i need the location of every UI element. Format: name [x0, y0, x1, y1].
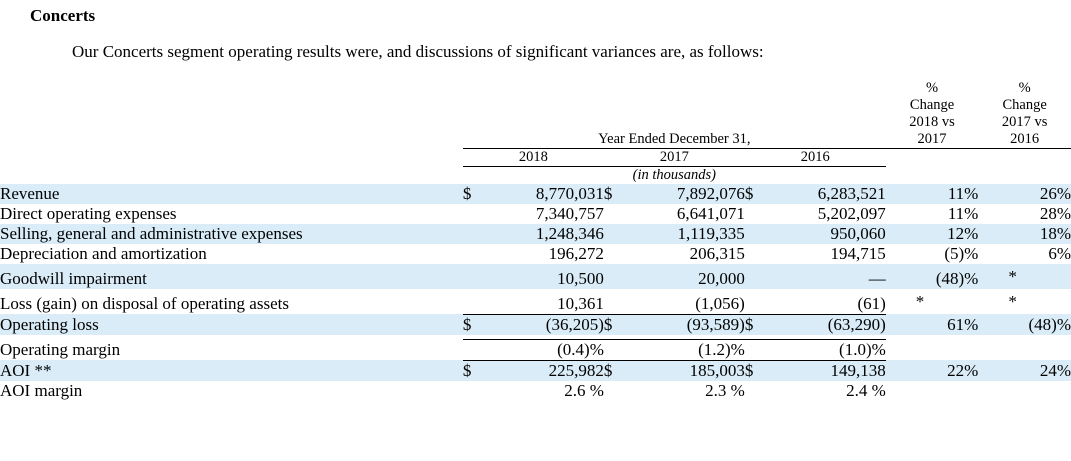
cell-value-2018: 8,770,031	[488, 184, 604, 204]
cell-pct-change-2017-vs-2016: *	[978, 264, 1071, 289]
cell-currency-2017	[604, 244, 629, 264]
row-label: Operating margin	[0, 340, 121, 360]
cell-pct-change-2018-vs-2017: (5)%	[944, 244, 979, 264]
cell-value-2017: 185,003	[629, 360, 745, 381]
cell-currency-2016	[745, 289, 770, 314]
cell-value-2017: 20,000	[629, 264, 745, 289]
table-row	[0, 360, 1071, 381]
cell-pct-change-2017-vs-2016: 28%	[1039, 204, 1071, 224]
cell-currency-2016: $	[745, 184, 770, 204]
cell-value-2018: 196,272	[548, 244, 604, 264]
cell-currency-2018: $	[463, 360, 488, 381]
cell-currency-2016	[745, 381, 770, 401]
header-year-2016: 2016	[745, 149, 886, 167]
intro-paragraph: Our Concerts segment operating results were, and discussions of significant variances are, as follows:	[72, 42, 764, 61]
cell-value-2017: 206,315	[689, 244, 745, 264]
cell-pct-change-2018-vs-2017: 61%	[886, 314, 979, 335]
cell-value-2018: (36,205)	[488, 314, 604, 335]
cell-pct-change-2018-vs-2017: 11%	[886, 184, 979, 204]
row-label: Goodwill impairment	[0, 264, 463, 289]
cell-value-2016: —	[770, 264, 886, 289]
units-blank-3	[978, 167, 1071, 185]
cell-value-2018: 7,340,757	[535, 204, 604, 224]
cell-currency-2017: $	[604, 184, 629, 204]
cell-pct-change-2017-vs-2016: 24%	[978, 360, 1071, 381]
cell-pct-change-2017-vs-2016: 6%	[1048, 244, 1071, 264]
cell-pct-change-2018-vs-2017: *	[915, 291, 925, 311]
cell-value-2016: (63,290)	[770, 314, 886, 335]
table-row	[0, 314, 1071, 335]
row-label: Loss (gain) on disposal of operating assets	[0, 294, 289, 314]
cell-currency-2016	[745, 244, 770, 264]
cell-value-2017: (1.2)%	[698, 339, 745, 359]
cell-pct-change-2017-vs-2016: (48)%	[978, 314, 1071, 335]
table-row	[0, 244, 1071, 264]
cell-value-2018: 10,361	[557, 293, 604, 313]
row-label: Operating loss	[0, 314, 463, 335]
cell-currency-2016	[745, 264, 770, 289]
table-row	[0, 204, 1071, 224]
cell-value-2016: 2.4 %	[846, 380, 886, 400]
cell-value-2016: (1.0)%	[839, 339, 886, 359]
cell-currency-2017: $	[604, 314, 629, 335]
header-year-ended: Year Ended December 31,	[463, 80, 886, 149]
cell-currency-2018	[463, 264, 488, 289]
units-blank	[0, 167, 463, 185]
cell-pct-change-2017-vs-2016: 18%	[978, 224, 1071, 244]
cell-value-2016: 5,202,097	[817, 204, 886, 224]
cell-pct-change-2018-vs-2017: 22%	[886, 360, 979, 381]
cell-currency-2018	[463, 244, 488, 264]
cell-value-2016: 149,138	[770, 360, 886, 381]
cell-value-2017: 6,641,071	[676, 204, 745, 224]
row-label: Revenue	[0, 184, 463, 204]
cell-pct-change-2018-vs-2017: 12%	[886, 224, 979, 244]
header-year-2018: 2018	[463, 149, 604, 167]
concerts-financial-table	[0, 80, 1071, 401]
row-label: Direct operating expenses	[0, 204, 177, 224]
header-year-2017: 2017	[604, 149, 745, 167]
pct1-line1: %	[926, 80, 939, 96]
cell-value-2017: 1,119,335	[629, 224, 745, 244]
header-pct-change-1	[886, 80, 979, 149]
cell-currency-2018	[463, 224, 488, 244]
cell-currency-2017	[604, 381, 629, 401]
cell-currency-2016: $	[745, 314, 770, 335]
cell-pct-change-2017-vs-2016: 26%	[978, 184, 1071, 204]
cell-value-2018: (0.4)%	[557, 339, 604, 359]
cell-currency-2017	[604, 339, 629, 360]
table-row	[0, 289, 1071, 314]
cell-value-2018: 2.6 %	[564, 380, 604, 400]
table-row	[0, 381, 1071, 401]
cell-value-2018: 225,982	[488, 360, 604, 381]
cell-currency-2017	[604, 224, 629, 244]
cell-value-2016: 950,060	[770, 224, 886, 244]
cell-currency-2018	[463, 381, 488, 401]
cell-value-2017: 7,892,076	[629, 184, 745, 204]
table-row	[0, 339, 1071, 360]
pct1-line4: 2017	[917, 131, 947, 148]
cell-currency-2017	[604, 289, 629, 314]
cell-currency-2018: $	[463, 184, 488, 204]
cell-currency-2016	[745, 224, 770, 244]
cell-pct-change-2018-vs-2017: 11%	[947, 204, 979, 224]
pct1-line2: Change	[909, 97, 955, 114]
pct2-line2: Change	[1002, 97, 1047, 114]
header-blank	[0, 80, 463, 149]
row-label: Selling, general and administrative expenses	[0, 224, 463, 244]
cell-currency-2017: $	[604, 360, 629, 381]
cell-currency-2018	[463, 339, 488, 360]
cell-pct-change-2017-vs-2016: *	[1008, 291, 1017, 311]
cell-currency-2016	[745, 339, 770, 360]
table-units-row	[0, 167, 1071, 185]
table-row	[0, 224, 1071, 244]
cell-pct-change-2017-vs-2016	[978, 381, 1071, 401]
cell-currency-2018	[463, 204, 488, 224]
pct2-line4: 2016	[1010, 131, 1040, 148]
cell-currency-2016: $	[745, 360, 770, 381]
cell-currency-2017	[604, 264, 629, 289]
cell-currency-2018	[463, 289, 488, 314]
pct2-line1: %	[1018, 80, 1031, 96]
row-label: AOI **	[0, 360, 463, 381]
header-pct-change-2	[978, 80, 1071, 149]
cell-value-2018: 10,500	[488, 264, 604, 289]
section-heading: Concerts	[30, 6, 96, 25]
cell-currency-2017	[604, 204, 629, 224]
cell-pct-change-2018-vs-2017	[886, 381, 979, 401]
cell-value-2016: 6,283,521	[770, 184, 886, 204]
table-row	[0, 264, 1071, 289]
pct1-line3: 2018 vs	[909, 114, 955, 131]
cell-currency-2018: $	[463, 314, 488, 335]
table-header-year-row	[0, 149, 1071, 167]
cell-value-2016: 194,715	[830, 244, 886, 264]
cell-value-2017: 2.3 %	[705, 380, 745, 400]
table-row	[0, 184, 1071, 204]
cell-value-2018: 1,248,346	[488, 224, 604, 244]
cell-value-2017: (1,056)	[695, 293, 745, 313]
table-header-group-row	[0, 80, 1071, 149]
row-label: Depreciation and amortization	[0, 244, 207, 264]
header-blank-4	[978, 149, 1071, 167]
table-body	[0, 184, 1071, 401]
cell-pct-change-2018-vs-2017	[886, 339, 979, 360]
cell-pct-change-2017-vs-2016	[978, 339, 1071, 360]
header-blank-3	[886, 149, 979, 167]
row-label: AOI margin	[0, 380, 83, 400]
cell-value-2016: (61)	[857, 293, 886, 313]
header-blank-2	[0, 149, 463, 167]
cell-currency-2016	[745, 204, 770, 224]
units-note: (in thousands)	[632, 167, 717, 184]
pct2-line3: 2017 vs	[1001, 114, 1048, 131]
cell-value-2017: (93,589)	[629, 314, 745, 335]
document-page	[0, 6, 1071, 461]
cell-pct-change-2018-vs-2017: (48)%	[886, 264, 979, 289]
units-blank-2	[886, 167, 979, 185]
